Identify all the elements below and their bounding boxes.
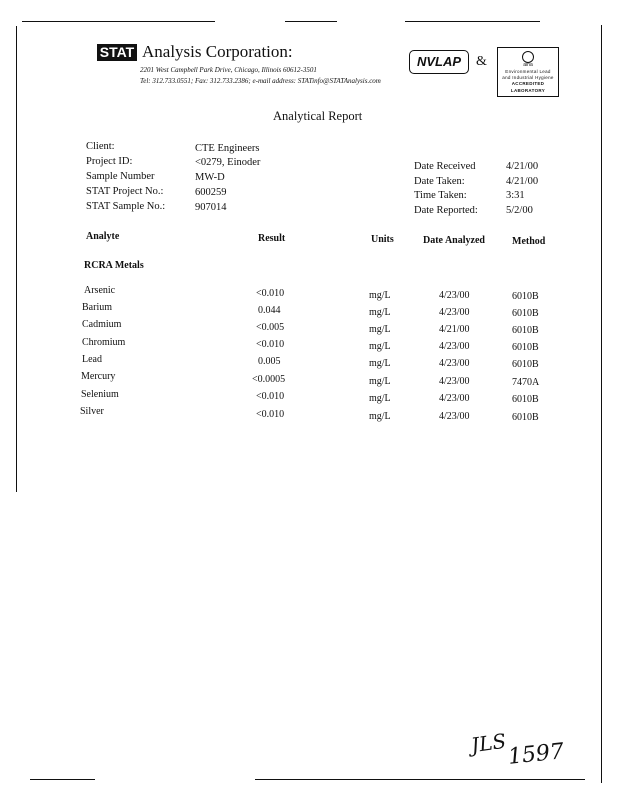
date-cell: 4/23/00 [439, 358, 470, 369]
ampersand: & [476, 54, 487, 69]
left-border [16, 26, 17, 492]
date-cell: 4/23/00 [439, 376, 470, 387]
header-date-analyzed: Date Analyzed [423, 235, 485, 246]
header-method: Method [512, 236, 546, 247]
time-taken-label: Time Taken: [414, 190, 467, 201]
method-cell: 7470A [512, 377, 540, 388]
company-name: Analysis Corporation: [142, 42, 293, 61]
date-cell: 4/23/00 [439, 411, 470, 422]
units-cell: mg/L [369, 290, 391, 301]
result-cell: <0.010 [256, 391, 285, 402]
analyte-cell: Mercury [81, 371, 116, 382]
sample-number-label: Sample Number [86, 171, 155, 182]
units-cell: mg/L [369, 411, 391, 422]
header-analyte: Analyte [86, 231, 120, 242]
analyte-cell: Arsenic [84, 285, 116, 296]
stat-project-value: 600259 [195, 187, 227, 198]
nvlap-logo: NVLAP [409, 50, 469, 74]
date-taken-value: 4/21/00 [506, 176, 539, 187]
aiha-line-1: Environmental Lead [505, 69, 551, 74]
aiha-line-3: ACCREDITED [511, 81, 545, 86]
company-contact: Tel: 312.733.0551; Fax: 312.733.2386; e-mail address: STATinfo@STATAnalysis.com [140, 77, 381, 85]
method-cell: 6010B [512, 308, 539, 319]
right-border [601, 25, 602, 783]
analyte-cell: Silver [80, 406, 104, 417]
date-cell: 4/21/00 [439, 324, 470, 335]
stat-sample-value: 907014 [195, 202, 227, 213]
bottom-rule-left [30, 779, 95, 780]
method-cell: 6010B [512, 394, 539, 405]
units-cell: mg/L [369, 376, 391, 387]
company-logo: STAT [97, 44, 137, 61]
bottom-rule-right [255, 779, 585, 780]
project-id-value: <0279, Einoder [195, 157, 261, 168]
units-cell: mg/L [369, 358, 391, 369]
client-value: CTE Engineers [195, 143, 260, 154]
stat-sample-label: STAT Sample No.: [86, 201, 166, 212]
time-taken-value: 3:31 [506, 190, 525, 201]
header-result: Result [258, 233, 286, 244]
header-units: Units [371, 234, 394, 245]
units-cell: mg/L [369, 307, 391, 318]
result-cell: <0.005 [256, 322, 285, 333]
units-cell: mg/L [369, 324, 391, 335]
units-cell: mg/L [369, 393, 391, 404]
company-address: 2201 West Campbell Park Drive, Chicago, Illinois 60612-3501 [140, 66, 317, 74]
handwritten-page-number: 1597 [506, 739, 566, 770]
result-cell: <0.010 [256, 409, 285, 420]
analyte-cell: Selenium [81, 389, 119, 400]
date-received-value: 4/21/00 [506, 161, 539, 172]
analyte-cell: Barium [82, 302, 112, 313]
sample-number-value: MW-D [195, 172, 225, 183]
section-title-rcra-metals: RCRA Metals [84, 260, 144, 271]
handwritten-initials: JLS [469, 728, 508, 758]
method-cell: 6010B [512, 291, 539, 302]
project-id-label: Project ID: [86, 156, 133, 167]
date-received-label: Date Received [414, 161, 476, 172]
result-cell: <0.0005 [252, 374, 286, 385]
client-label: Client: [86, 141, 115, 152]
units-cell: mg/L [369, 341, 391, 352]
date-reported-label: Date Reported: [414, 205, 478, 216]
method-cell: 6010B [512, 342, 539, 353]
analyte-cell: Lead [82, 354, 102, 365]
result-cell: 0.005 [258, 356, 281, 367]
result-cell: 0.044 [258, 305, 281, 316]
date-reported-value: 5/2/00 [506, 205, 533, 216]
aiha-accreditation-logo [497, 47, 559, 97]
result-cell: <0.010 [256, 339, 285, 350]
date-cell: 4/23/00 [439, 290, 470, 301]
top-rule-right [405, 21, 540, 22]
stat-project-label: STAT Project No.: [86, 186, 164, 197]
date-cell: 4/23/00 [439, 341, 470, 352]
aiha-line-4: LABORATORY [510, 88, 546, 93]
date-cell: 4/23/00 [439, 307, 470, 318]
method-cell: 6010B [512, 412, 539, 423]
aiha-line-2: and Industrial Hygiene [502, 75, 554, 80]
analyte-cell: Cadmium [82, 319, 122, 330]
top-rule-left [22, 21, 215, 22]
report-title: Analytical Report [273, 109, 363, 123]
method-cell: 6010B [512, 325, 539, 336]
date-cell: 4/23/00 [439, 393, 470, 404]
method-cell: 6010B [512, 359, 539, 370]
result-cell: <0.010 [256, 288, 285, 299]
top-rule-mid [285, 21, 337, 22]
date-taken-label: Date Taken: [414, 176, 465, 187]
analyte-cell: Chromium [82, 337, 126, 348]
aiha-name: aiha [523, 62, 533, 68]
